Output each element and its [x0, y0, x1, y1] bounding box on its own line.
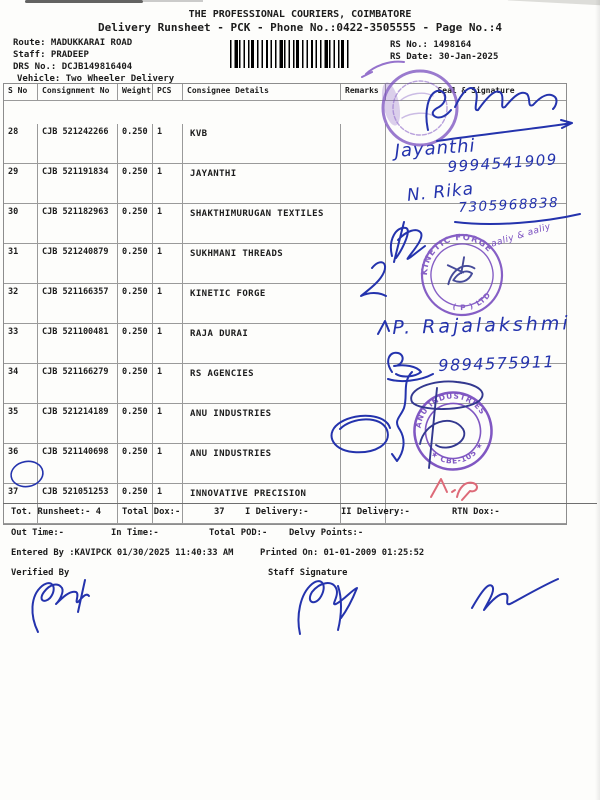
cell-weight: 0.250	[118, 324, 153, 364]
cell-consignee: ANU INDUSTRIES	[183, 404, 341, 444]
cell-weight: 0.250	[118, 244, 153, 284]
handwriting-note: aaliy & aaliy	[490, 221, 553, 250]
cell-consignee: RS AGENCIES	[183, 364, 341, 404]
entered-by: Entered By :KAVIPCK 01/30/2025 11:40:33 AM	[11, 548, 234, 558]
cell-sno: 31	[4, 244, 38, 284]
cell-pcs: 1	[153, 484, 183, 524]
divider-line	[3, 503, 597, 504]
cell-pcs: 1	[153, 404, 183, 444]
cell-consignee: RAJA DURAI	[183, 324, 341, 364]
stamp-text: ANU INDUSTRIES	[413, 391, 488, 429]
handwriting-phone: 9994541909	[447, 150, 559, 176]
out-time: Out Time:-	[11, 528, 64, 538]
tot-runsheet: Tot. Runsheet:- 4	[11, 507, 102, 517]
delvy-points: Delvy Points:-	[289, 528, 364, 538]
cell-pcs: 1	[153, 204, 183, 244]
cell-sno: 35	[4, 404, 38, 444]
cell-remarks	[341, 284, 386, 324]
handwriting-consignee-name: N. Rika	[406, 178, 476, 206]
vehicle-line: Vehicle: Two Wheeler Delivery	[17, 74, 175, 84]
cell-remarks	[341, 324, 386, 364]
cell-consignee: ANU INDUSTRIES	[183, 444, 341, 484]
cell-sno: 28	[4, 124, 38, 164]
verified-by-signature	[32, 580, 89, 632]
cell-weight: 0.250	[118, 124, 153, 164]
staff-signature	[299, 581, 358, 634]
cell-pcs: 1	[153, 364, 183, 404]
cell-seal	[386, 404, 566, 444]
total-pod: Total POD:-	[209, 528, 268, 538]
cell-consignment: CJB 521166357	[38, 284, 118, 324]
stamp-text: ( P ) LTD	[451, 290, 493, 313]
cell-consignment: CJB 521140698	[38, 444, 118, 484]
scan-edge-shadow	[595, 0, 600, 800]
runsheet-table	[3, 83, 567, 525]
pen-squiggle	[362, 62, 404, 77]
col-header-sno: S No	[4, 84, 38, 101]
cell-consignment: CJB 521191834	[38, 164, 118, 204]
total-dox-value: 37	[214, 507, 225, 517]
cell-consignment: CJB 521240879	[38, 244, 118, 284]
cell-pcs: 1	[153, 444, 183, 484]
cell-remarks	[341, 404, 386, 444]
cell-remarks	[341, 484, 386, 524]
handwriting-phone: 9894575911	[438, 351, 556, 375]
cell-remarks	[341, 164, 386, 204]
cell-sno: 36	[4, 444, 38, 484]
printed-on: Printed On: 01-01-2009 01:25:52	[260, 548, 425, 558]
in-time: In Time:-	[111, 528, 159, 538]
cell-weight: 0.250	[118, 404, 153, 444]
handwriting-phone: 7305968838	[458, 194, 560, 216]
cell-weight: 0.250	[118, 204, 153, 244]
stamp-text: ★ CBE-105 ★	[429, 440, 485, 466]
cell-consignee: INNOVATIVE PRECISION	[183, 484, 341, 524]
cell-consignee: SHAKTHIMURUGAN TEXTILES	[183, 204, 341, 244]
cell-remarks	[341, 124, 386, 164]
scan-smudge	[143, 0, 203, 2]
col-header-seal: Seal & Signature	[386, 84, 566, 101]
cell-consignee: KINETIC FORGE	[183, 284, 341, 324]
cell-consignment: CJB 521100481	[38, 324, 118, 364]
cell-sno: 30	[4, 204, 38, 244]
stamp-text: KINETIC FORGE	[419, 232, 495, 276]
cell-weight: 0.250	[118, 484, 153, 524]
cell-remarks	[341, 204, 386, 244]
cell-weight: 0.250	[118, 284, 153, 324]
col-header-consignment: Consignment No	[38, 84, 118, 101]
total-dox-label: Total Dox:-	[122, 507, 181, 517]
cell-pcs: 1	[153, 324, 183, 364]
cell-seal	[386, 244, 566, 284]
barcode	[230, 40, 350, 68]
rs-date-line: RS Date: 30-Jan-2025	[390, 52, 499, 62]
cell-pcs: 1	[153, 244, 183, 284]
scan-smudge	[25, 0, 143, 3]
cell-sno: 34	[4, 364, 38, 404]
cell-consignment: CJB 521242266	[38, 124, 118, 164]
cell-pcs: 1	[153, 284, 183, 324]
route-line: Route: MADUKKARAI ROAD	[13, 38, 133, 48]
cell-consignee: KVB	[183, 124, 341, 164]
rs-no-line: RS No.: 1498164	[390, 40, 472, 50]
cell-pcs: 1	[153, 164, 183, 204]
handwriting-consignee-name: Jayanthi	[394, 135, 477, 162]
cell-remarks	[341, 364, 386, 404]
col-header-remarks: Remarks	[341, 84, 386, 101]
cell-seal	[386, 484, 566, 524]
staff-signature-label: Staff Signature	[268, 568, 348, 578]
right-signature	[472, 579, 558, 610]
cell-consignee: SUKHMANI THREADS	[183, 244, 341, 284]
cell-remarks	[341, 444, 386, 484]
company-name: THE PROFESSIONAL COURIERS, COIMBATORE	[188, 9, 412, 20]
col-header-weight: Weight	[118, 84, 153, 101]
cell-sno: 33	[4, 324, 38, 364]
cell-consignment: CJB 521214189	[38, 404, 118, 444]
cell-weight: 0.250	[118, 364, 153, 404]
cell-seal	[386, 444, 566, 484]
cell-sno: 37	[4, 484, 38, 524]
drs-no-line: DRS No.: DCJB149816404	[13, 62, 133, 72]
cell-pcs: 1	[153, 124, 183, 164]
cell-weight: 0.250	[118, 164, 153, 204]
cell-weight: 0.250	[118, 444, 153, 484]
cell-consignment: CJB 521182963	[38, 204, 118, 244]
col-header-pcs: PCS	[153, 84, 183, 101]
col-header-consignee: Consignee Details	[183, 84, 341, 101]
rtn-dox: RTN Dox:-	[452, 507, 500, 517]
staff-line: Staff: PRADEEP	[13, 50, 89, 60]
cell-sno: 29	[4, 164, 38, 204]
cell-sno: 32	[4, 284, 38, 324]
scan-smudge	[508, 0, 600, 6]
verified-by-label: Verified By	[11, 568, 70, 578]
cell-consignment: CJB 521051253	[38, 484, 118, 524]
handwriting-consignee-name: P. Rajalakshmi	[392, 312, 571, 339]
cell-consignee: JAYANTHI	[183, 164, 341, 204]
cell-remarks	[341, 244, 386, 284]
page-title: Delivery Runsheet - PCK - Phone No.:0422-3505555 - Page No.:4	[98, 21, 502, 34]
i-delivery: I Delivery:-	[245, 507, 309, 517]
cell-consignment: CJB 521166279	[38, 364, 118, 404]
ii-delivery: II Delivery:-	[341, 507, 410, 517]
